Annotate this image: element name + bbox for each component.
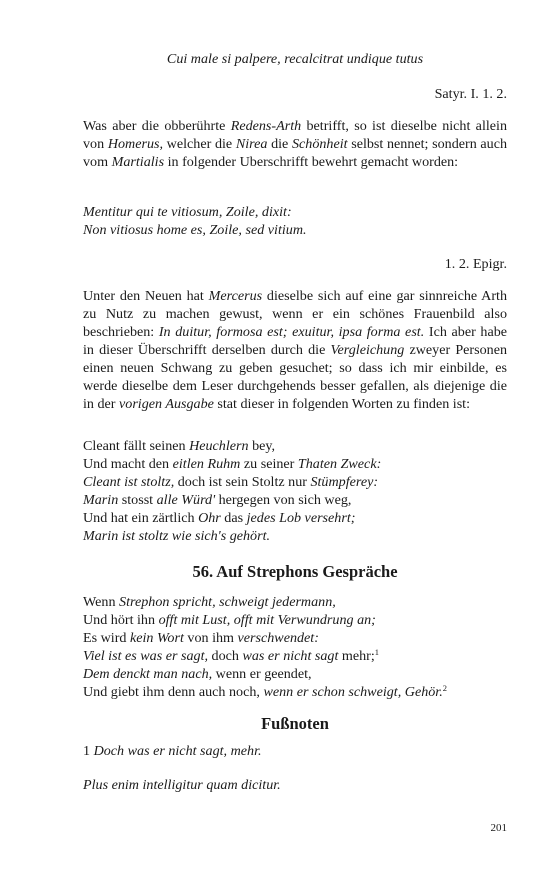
poem-line bbox=[83, 527, 507, 545]
text-span: die bbox=[267, 136, 292, 152]
emphasis: Schönheit bbox=[291, 136, 348, 152]
emphasis: eitlen Ruhm bbox=[172, 456, 241, 472]
poem-cleant bbox=[83, 437, 507, 545]
poem-line bbox=[83, 647, 507, 665]
footnote-number: 1 bbox=[83, 743, 94, 759]
emphasis: Marin ist stoltz wie sich's gehört. bbox=[83, 528, 271, 544]
emphasis: Dem denckt man nach, bbox=[83, 666, 213, 682]
text-span: Wenn bbox=[83, 594, 120, 610]
text-span: wenn er geendet, bbox=[212, 666, 312, 682]
paragraph-redens-arth bbox=[83, 117, 507, 171]
text-span: Es wird bbox=[83, 630, 130, 646]
quote-line: Non vitiosus home es, Zoile, sed vitium. bbox=[83, 222, 307, 238]
poem-line bbox=[83, 683, 507, 701]
emphasis: Nirea bbox=[235, 136, 268, 152]
emphasis: Viel ist es was er sagt, bbox=[83, 648, 209, 664]
footnotes-heading: Fußnoten bbox=[261, 714, 329, 733]
text-span: stat dieser in folgenden Worten zu finden ist: bbox=[213, 396, 471, 412]
section-heading: 56. Auf Strephons Gespräche bbox=[192, 562, 398, 581]
footnote-latin: Plus enim intelligitur quam dicitur. bbox=[83, 777, 281, 793]
text-span: Und hat ein zärtlich bbox=[83, 510, 199, 526]
emphasis: Vergleichung bbox=[330, 342, 405, 358]
poem-strephon bbox=[83, 593, 507, 701]
poem-line bbox=[83, 593, 507, 611]
page-number: 201 bbox=[490, 822, 507, 834]
emphasis: Cleant ist stoltz, bbox=[83, 474, 175, 490]
poem-line bbox=[83, 509, 507, 527]
emphasis: vorigen Ausgabe bbox=[119, 396, 214, 412]
poem-line bbox=[83, 473, 507, 491]
text-span: betrifft, so ist dieselbe nicht allein von bbox=[83, 118, 507, 152]
poem-line bbox=[83, 611, 507, 629]
footnote-1 bbox=[83, 742, 507, 760]
emphasis: Martialis bbox=[111, 154, 165, 170]
text-span: welcher die bbox=[163, 136, 236, 152]
text-span: hergegen von sich weg, bbox=[215, 492, 352, 508]
paragraph-mercerus bbox=[83, 287, 507, 413]
emphasis: Thaten Zweck: bbox=[297, 456, 382, 472]
text-span: doch ist sein Stoltz nur bbox=[174, 474, 311, 490]
emphasis: Heuchlern bbox=[189, 438, 249, 454]
emphasis: verschwendet: bbox=[237, 630, 319, 646]
text-span: Und giebt ihm denn auch noch, bbox=[83, 684, 264, 700]
emphasis: In duitur, formosa est; exuitur, ipsa forma est. bbox=[158, 324, 425, 340]
emphasis: was er nicht sagt bbox=[242, 648, 339, 664]
emphasis: Homerus, bbox=[107, 136, 164, 152]
text-span: Und hört ihn bbox=[83, 612, 159, 628]
text-span: mehr; bbox=[338, 648, 375, 664]
text-span: von ihm bbox=[183, 630, 238, 646]
emphasis: Stümpferey: bbox=[310, 474, 379, 490]
text-span: Und macht den bbox=[83, 456, 173, 472]
citation-satyr: Satyr. I. 1. 2. bbox=[434, 86, 507, 102]
text-span: Was aber die obberührte bbox=[83, 118, 231, 134]
motto-verse: Cui male si palpere, recalcitrat undique tutus bbox=[166, 51, 424, 67]
footnote-text: Doch was er nicht sagt, mehr. bbox=[93, 743, 262, 759]
emphasis: Strephon spricht, schweigt jedermann, bbox=[119, 594, 336, 610]
text-span: selbst nennet; sondern auch vom bbox=[83, 136, 508, 170]
text-span: zweyer Personen einen neuen Schwang zu geben gesuchet; so dass ich mir einbilde, es werde dieselbe dem Leser durchgehends besser gefallen, als diejenige die in der bbox=[83, 342, 507, 412]
text-span: doch bbox=[208, 648, 243, 664]
text-span: zu seiner bbox=[240, 456, 298, 472]
emphasis: jedes Lob versehrt; bbox=[246, 510, 356, 526]
poem-line bbox=[83, 455, 507, 473]
text-span: Unter den Neuen hat bbox=[83, 288, 209, 304]
emphasis: alle Würd' bbox=[156, 492, 216, 508]
emphasis: Marin bbox=[83, 492, 119, 508]
emphasis: wenn er schon schweigt, Gehör. bbox=[263, 684, 443, 700]
text-span: in folgender Uberschrifft bewehrt gemacht worden: bbox=[164, 154, 459, 170]
emphasis: Redens-Arth bbox=[230, 118, 302, 134]
text-span: dieselbe sich auf eine gar sinnreiche Arth zu Nutz zu machen gewust, wenn er ein schönes Frauenbild also beschrieben: bbox=[83, 288, 507, 340]
emphasis: Mercerus bbox=[208, 288, 263, 304]
martial-quote bbox=[83, 203, 507, 239]
citation-epigr: 1. 2. Epigr. bbox=[444, 256, 507, 272]
text-span: Cleant fällt seinen bbox=[83, 438, 190, 454]
text-span: Ich aber habe in dieser Überschrifft derselben durch die bbox=[83, 324, 508, 358]
poem-line bbox=[83, 665, 507, 683]
emphasis: Ohr bbox=[198, 510, 221, 526]
text-span: stosst bbox=[118, 492, 157, 508]
quote-line: Mentitur qui te vitiosum, Zoile, dixit: bbox=[83, 204, 292, 220]
text-span: das bbox=[220, 510, 247, 526]
poem-line bbox=[83, 629, 507, 647]
footnote-marker[interactable]: 1 bbox=[374, 647, 380, 657]
poem-line bbox=[83, 491, 507, 509]
emphasis: offt mit Lust, offt mit Verwundrung an; bbox=[158, 612, 376, 628]
footnote-marker[interactable]: 2 bbox=[442, 683, 447, 693]
emphasis: kein Wort bbox=[129, 630, 184, 646]
poem-line bbox=[83, 437, 507, 455]
text-span: bey, bbox=[248, 438, 276, 454]
